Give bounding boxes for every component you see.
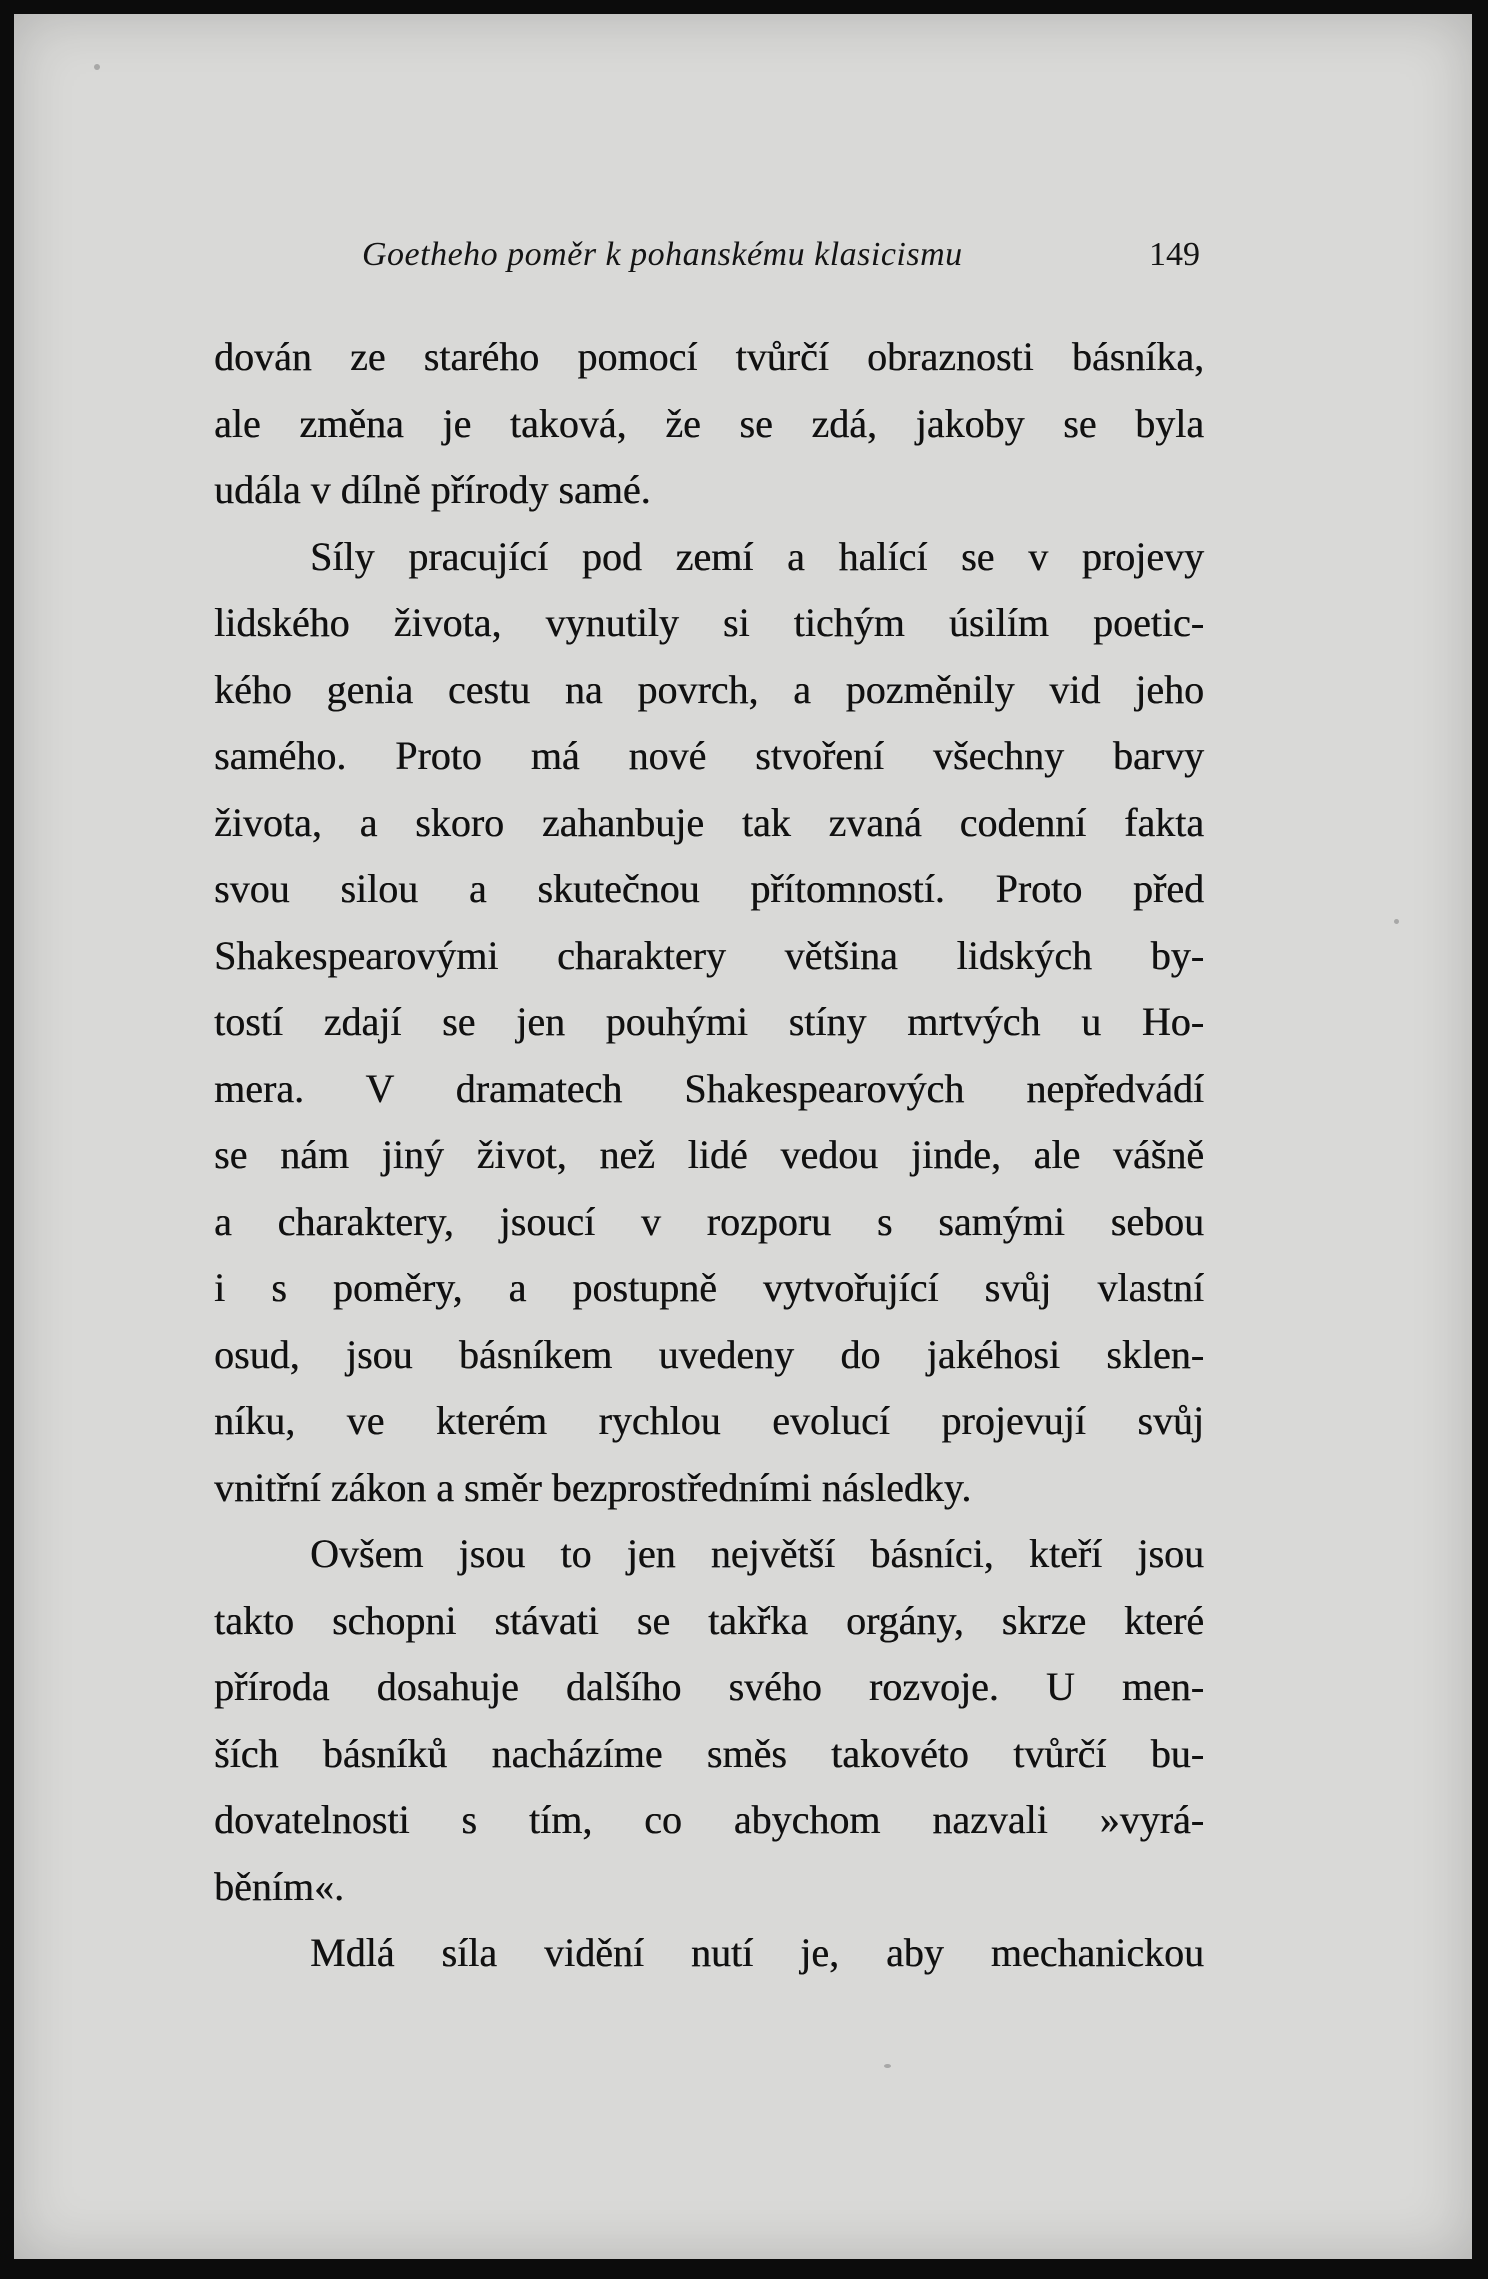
running-title: Goetheho poměr k pohanskému klasicismu	[362, 236, 963, 273]
text-line: osud, jsou básníkem uvedeny do jakéhosi sklen-	[214, 1331, 1204, 1377]
text-line: Ovšem jsou to jen největší básníci, kteří jsou	[310, 1531, 1204, 1576]
text-line: samého. Proto má nové stvoření všechny barvy	[214, 733, 1204, 778]
text-line: příroda dosahuje dalšího svého rozvoje. U men-	[214, 1664, 1204, 1709]
running-header	[362, 236, 1200, 286]
text-line: běním«.	[214, 1863, 344, 1909]
text-line: ších básníků nacházíme směs takovéto tvůrčí bu-	[214, 1730, 1204, 1776]
paper-speck	[94, 64, 100, 70]
text-line: kého genia cestu na povrch, a pozměnily vid jeho	[214, 666, 1204, 712]
text-line: se nám jiný život, než lidé vedou jinde, ale vášně	[214, 1132, 1204, 1177]
text-line: Shakespearovými charaktery většina lidských by-	[214, 932, 1204, 978]
text-line: Mdlá síla vidění nutí je, aby mechanickou	[310, 1930, 1204, 1975]
paper-speck	[884, 2064, 891, 2068]
text-line: lidského života, vynutily si tichým úsilím poetic-	[214, 600, 1204, 645]
page-number: 149	[1149, 236, 1200, 273]
text-line: života, a skoro zahanbuje tak zvaná codenní fakta	[214, 799, 1204, 845]
text-line: Síly pracující pod zemí a halící se v projevy	[310, 533, 1204, 579]
text-line: takto schopni stávati se takřka orgány, skrze které	[214, 1597, 1204, 1643]
text-line: svou silou a skutečnou přítomností. Proto před	[214, 866, 1204, 911]
body-text	[214, 324, 1204, 1987]
text-line: mera. V dramatech Shakespearových nepředvádí	[214, 1065, 1204, 1111]
text-line: níku, ve kterém rychlou evolucí projevují svůj	[214, 1398, 1204, 1443]
text-line: dovatelnosti s tím, co abychom nazvali »vyrá-	[214, 1797, 1204, 1842]
book-page	[14, 14, 1472, 2259]
text-line: i s poměry, a postupně vytvořující svůj vlastní	[214, 1265, 1204, 1310]
text-line: ale změna je taková, že se zdá, jakoby se byla	[214, 400, 1204, 446]
text-line: vnitřní zákon a směr bezprostředními následky.	[214, 1464, 972, 1510]
text-line: udála v dílně přírody samé.	[214, 467, 651, 512]
text-line: a charaktery, jsoucí v rozporu s samými sebou	[214, 1198, 1204, 1244]
text-line: tostí zdají se jen pouhými stíny mrtvých u Ho-	[214, 999, 1204, 1044]
paper-speck	[1394, 919, 1399, 924]
text-line: dován ze starého pomocí tvůrčí obraznosti básníka,	[214, 334, 1204, 379]
